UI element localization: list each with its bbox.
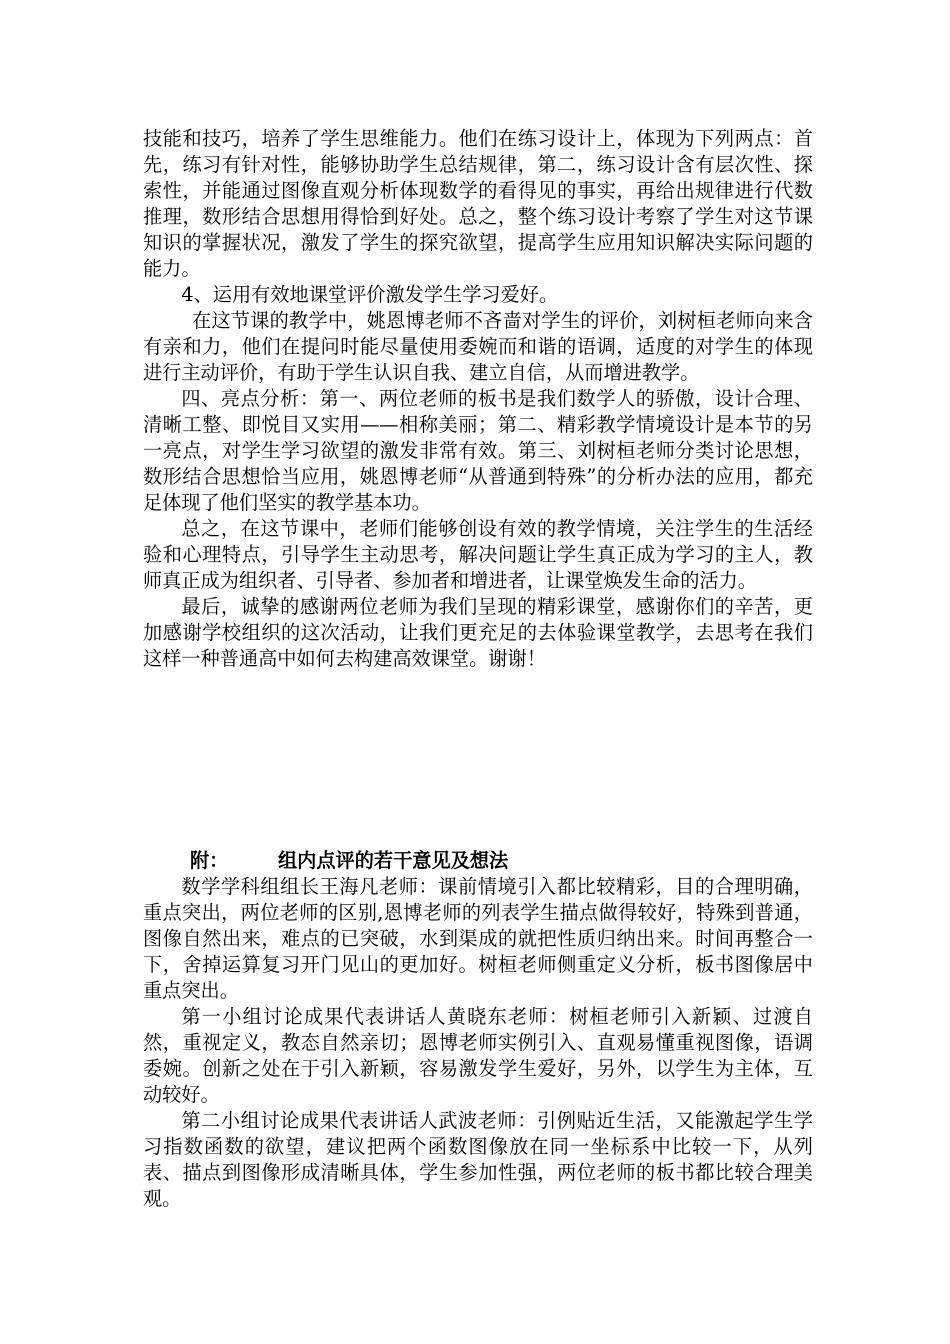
paragraph-group-2-comment: 第二小组讨论成果代表讲话人武波老师：引例贴近生活，又能激起学生学习指数函数的欲望，建议把两个函数图像放在同一坐标系中比较一下，从列表、描点到图像形成清晰具体，学生参加性强，两位老师的板书都比较合理美观。 — [143, 1109, 813, 1210]
paragraph-exercise-design: 技能和技巧，培养了学生思维能力。他们在练习设计上，体现为下列两点：首先，练习有针对性，能够协助学生总结规律，第二，练习设计含有层次性、探索性，并能通过图像直观分析体现数学的看得见的事实，再给出规律进行代数推理，数形结合思想用得恰到好处。总之，整个练习设计考察了学生对这节课知识的掌握状况，激发了学生的探究欲望，提高学生应用知识解决实际问题的能力。 — [143, 127, 813, 280]
appendix-section — [143, 874, 813, 1212]
paragraph-thanks: 最后，诚挚的感谢两位老师为我们呈现的精彩课堂，感谢你们的辛苦，更加感谢学校组织的这次活动，让我们更充足的去体验课堂教学，去思考在我们这样一种普通高中如何去构建高效课堂。谢谢！ — [143, 595, 813, 670]
paragraph-group-leader-comment: 数学学科组组长王海凡老师：课前情境引入都比较精彩，目的合理明确，重点突出，两位老师的区别,恩博老师的列表学生描点做得较好，特殊到普通，图像自然出来，难点的已突破，水到渠成的就把性质归纳出来。时间再整合一下，舍掉运算复习开门见山的更加好。树桓老师侧重定义分析，板书图像居中重点突出。 — [143, 875, 813, 1002]
paragraph-point-4-heading: 4、运用有效地课堂评价激发学生学习爱好。 — [181, 283, 559, 306]
paragraph-summary: 总之，在这节课中，老师们能够创设有效的教学情境，关注学生的生活经验和心理特点，引导学生主动思考，解决问题让学生真正成为学习的主人，教师真正成为组织者、引导者、参加者和增进者，让课堂焕发生命的活力。 — [143, 517, 813, 592]
paragraph-evaluation: 在这节课的教学中，姚恩博老师不吝啬对学生的评价，刘树桓老师向来含有亲和力，他们在提问时能尽量使用委婉而和谐的语调，适度的对学生的体现进行主动评价，有助于学生认识自我、建立自信，从而增进教学。 — [143, 309, 813, 384]
appendix-label: 附： — [190, 849, 229, 872]
paragraph-group-1-comment: 第一小组讨论成果代表讲话人黄晓东老师：树桓老师引入新颖、过渡自然，重视定义，教态自然亲切；恩博老师实例引入、直观易懂重视图像，语调委婉。创新之处在于引入新颖，容易激发学生爱好，另外，以学生为主体，互动较好。 — [143, 1005, 813, 1106]
paragraph-highlights: 四、亮点分析：第一、两位老师的板书是我们数学人的骄傲，设计合理、清晰工整、即悦目又实用——相称美丽；第二、精彩教学情境设计是本节的另一亮点，对学生学习欲望的激发非常有效。第三、刘树桓老师分类讨论思想，数形结合思想恰当应用，姚恩博老师“从普通到特殊”的分析办法的应用，都充足体现了他们坚实的教学基本功。 — [143, 387, 813, 514]
main-text-section — [143, 126, 813, 672]
appendix-title: 组内点评的若干意见及想法 — [278, 849, 509, 872]
appendix-heading — [190, 848, 508, 874]
